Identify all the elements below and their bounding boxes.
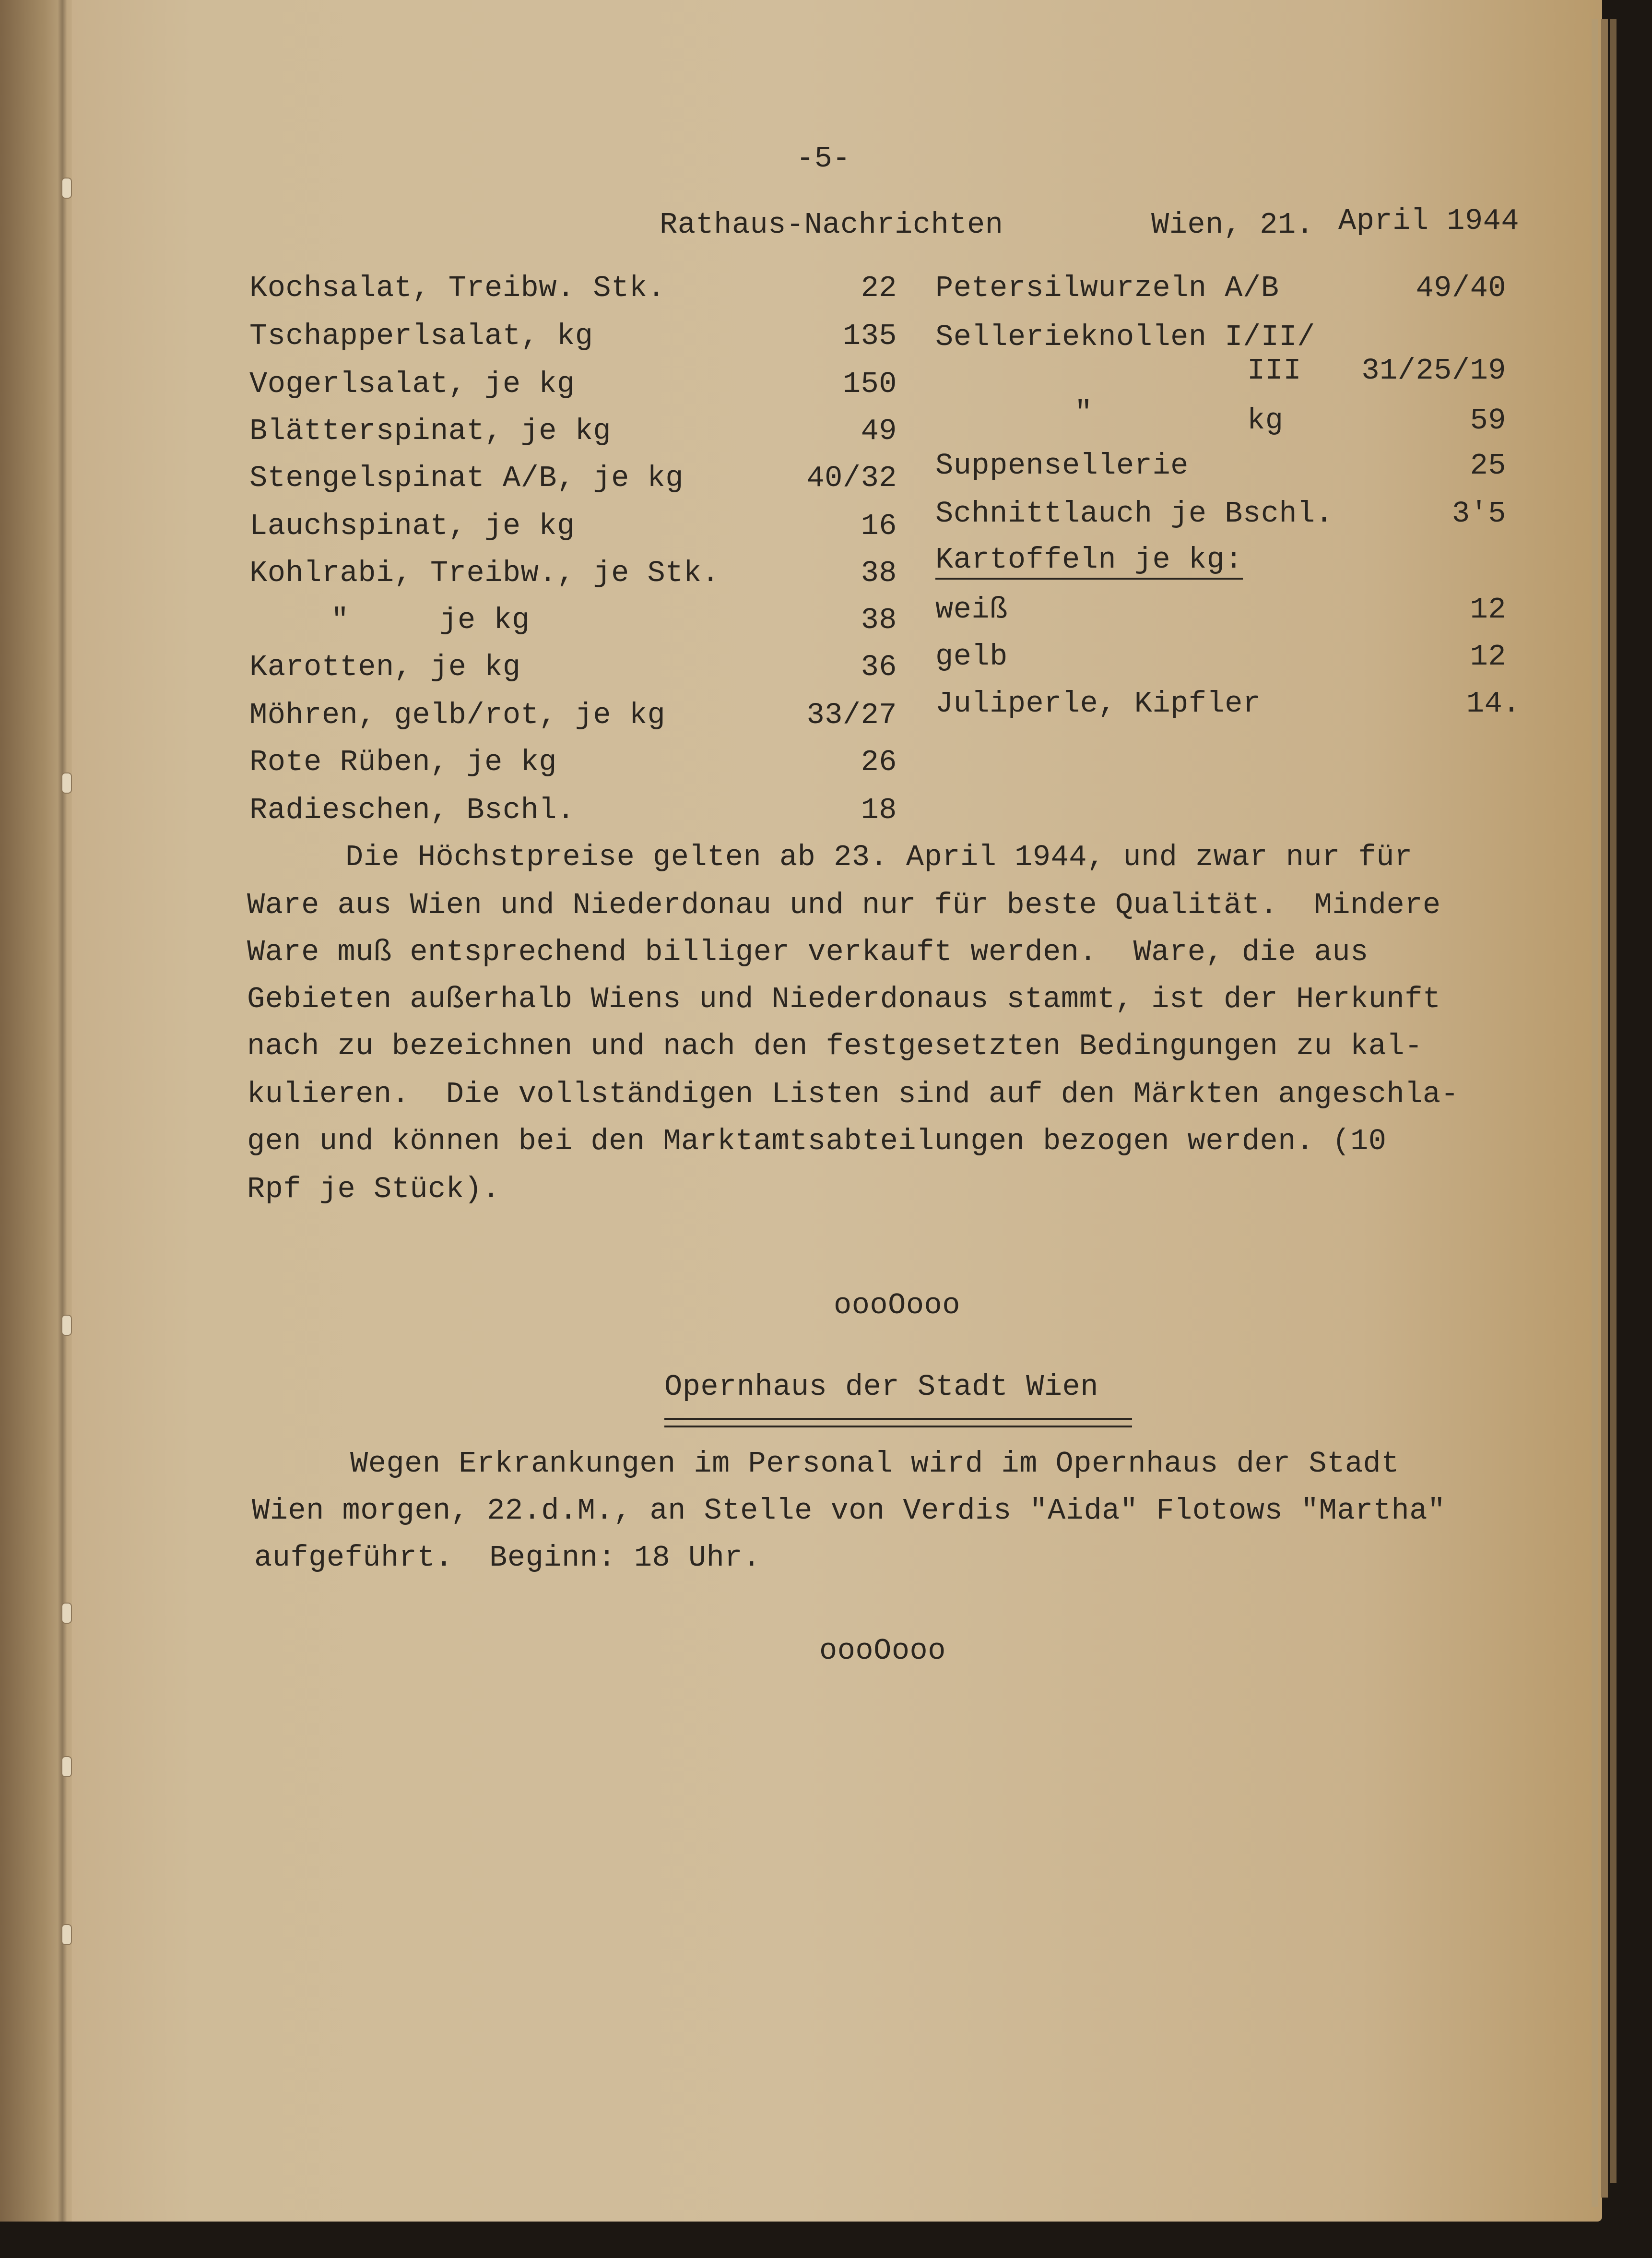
price-item: Karotten, je kg: [249, 650, 521, 684]
price-item: Möhren, gelb/rot, je kg: [249, 698, 666, 732]
price-item: Kochsalat, Treibw. Stk.: [249, 271, 666, 305]
price-value: 3'5: [1451, 497, 1506, 531]
price-item: weiß: [935, 593, 1008, 627]
binding-stitch: [61, 1756, 72, 1777]
price-item: Juliperle, Kipfler: [935, 687, 1261, 721]
binding-stitch: [61, 1315, 72, 1336]
binding-shadow: [58, 0, 67, 2222]
binding-stitch: [61, 178, 72, 199]
price-value: 135: [842, 319, 897, 353]
price-value: 12: [1470, 593, 1506, 627]
paragraph-line: Ware aus Wien und Niederdonau und nur für beste Qualität. Mindere: [247, 888, 1441, 922]
page-edge: [1601, 19, 1608, 2198]
opera-heading: Opernhaus der Stadt Wien: [664, 1370, 1098, 1404]
price-item: kg: [1247, 404, 1284, 438]
opera-text-line: aufgeführt. Beginn: 18 Uhr.: [254, 1541, 761, 1575]
price-value: 26: [861, 745, 897, 779]
binding-stitch: [61, 1603, 72, 1624]
price-value: 49/40: [1416, 271, 1506, 305]
price-value: 31/25/19: [1361, 354, 1506, 388]
price-item: " je kg: [331, 603, 530, 637]
price-value: 18: [861, 793, 897, 827]
price-value: 14.: [1466, 687, 1521, 721]
price-item: III: [1247, 354, 1302, 388]
price-value: 12: [1470, 640, 1506, 674]
price-item: Schnittlauch je Bschl.: [935, 497, 1333, 531]
price-value: 59: [1470, 404, 1506, 438]
price-item: Tschapperlsalat, kg: [249, 319, 593, 353]
price-item: Sellerieknollen I/II/: [935, 320, 1315, 354]
opera-text-line: Wegen Erkrankungen im Personal wird im Opernhaus der Stadt: [350, 1447, 1399, 1481]
dateline-date: April 1944: [1338, 204, 1520, 238]
price-value: 38: [861, 556, 897, 590]
price-item: ": [1074, 396, 1093, 430]
price-item: Rote Rüben, je kg: [249, 745, 557, 779]
price-value: 25: [1470, 449, 1506, 483]
paragraph-line: Gebieten außerhalb Wiens und Niederdonaus stammt, ist der Herkunft: [247, 982, 1441, 1016]
paragraph-line: Ware muß entsprechend billiger verkauft werden. Ware, die aus: [247, 935, 1369, 969]
price-value: 40/32: [806, 461, 897, 495]
price-value: 150: [842, 367, 897, 401]
binding-stitch: [61, 1924, 72, 1945]
page-edge: [1592, 19, 1598, 2207]
heading-double-underline: [664, 1418, 1132, 1427]
paragraph-line: Die Höchstpreise gelten ab 23. April 1944, und zwar nur für: [345, 840, 1413, 874]
section-separator: oooOooo: [834, 1288, 960, 1322]
page-edge: [1610, 19, 1617, 2183]
paragraph-line: gen und können bei den Marktamtsabteilungen bezogen werden. (10: [247, 1124, 1387, 1158]
price-value: 38: [861, 603, 897, 637]
binding-stitch: [61, 772, 72, 794]
price-value: 33/27: [806, 698, 897, 732]
potato-subheading: Kartoffeln je kg:: [935, 545, 1243, 580]
price-item: Radieschen, Bschl.: [249, 793, 575, 827]
price-value: 22: [861, 271, 897, 305]
price-item: Vogerlsalat, je kg: [249, 367, 575, 401]
price-item: Lauchspinat, je kg: [249, 509, 575, 543]
price-item: Kohlrabi, Treibw., je Stk.: [249, 556, 720, 590]
price-item: gelb: [935, 640, 1008, 674]
page-number: -5-: [796, 142, 851, 176]
publication-title: Rathaus-Nachrichten: [660, 208, 1003, 242]
price-item: Suppensellerie: [935, 449, 1189, 483]
price-item: Stengelspinat A/B, je kg: [249, 461, 684, 495]
price-item: Blätterspinat, je kg: [249, 414, 612, 448]
price-item: Petersilwurzeln A/B: [935, 271, 1279, 305]
price-value: 49: [861, 414, 897, 448]
section-separator: oooOooo: [819, 1634, 946, 1668]
dateline-city: Wien, 21.: [1151, 208, 1314, 242]
price-value: 36: [861, 650, 897, 684]
paragraph-line: kulieren. Die vollständigen Listen sind auf den Märkten angeschla-: [247, 1077, 1459, 1111]
opera-text-line: Wien morgen, 22.d.M., an Stelle von Verdis "Aida" Flotows "Martha": [252, 1494, 1446, 1528]
price-value: 16: [861, 509, 897, 543]
paragraph-line: nach zu bezeichnen und nach den festgesetzten Bedingungen zu kal-: [247, 1029, 1423, 1063]
paragraph-line: Rpf je Stück).: [247, 1172, 500, 1206]
